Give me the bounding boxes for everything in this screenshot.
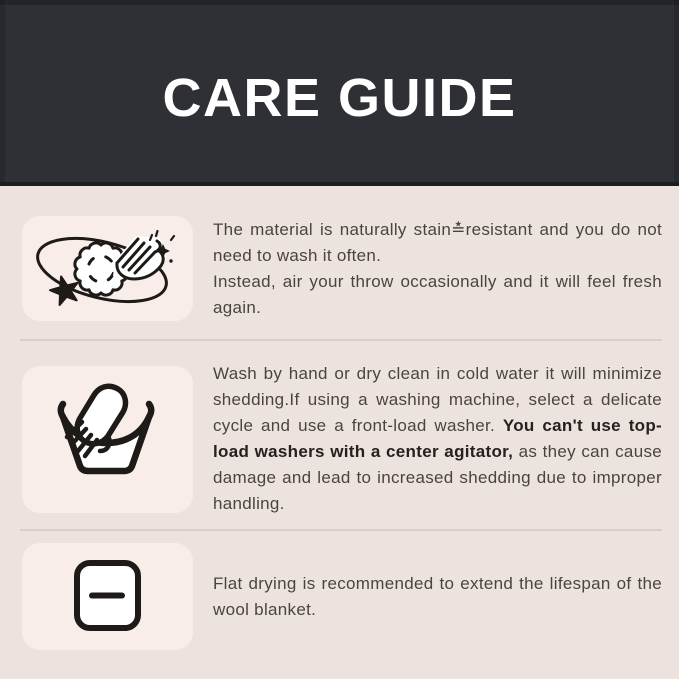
hand-wash-icon: [22, 366, 193, 513]
stain-resistant-icon-card: [22, 216, 193, 321]
washing-warning-bold: You can't use top-load washers with a center agitator,: [213, 416, 663, 461]
header: [0, 0, 679, 186]
care-section-drying: [22, 543, 662, 650]
care-section-washing: [22, 361, 662, 517]
section-divider: [20, 529, 662, 531]
content: [0, 186, 679, 650]
flat-dry-icon-card: [22, 543, 193, 650]
flat-dry-icon: [22, 543, 193, 650]
care-text-washing: [213, 361, 662, 517]
stain-resistant-wool-icon: [22, 216, 193, 321]
washing-text-before: Wash by hand or dry clean in cold water it will minimize shedding.If using a washing machine, select a delicate cycle and use a front-load washer.: [213, 364, 662, 435]
washing-text-after: as they can cause damage and lead to increased shedding due to improper handling.: [213, 442, 663, 513]
section-divider: [20, 339, 662, 341]
care-text-line-1: The material is naturally stain≛resistant and you do not need to wash it often.: [213, 219, 662, 265]
care-text-drying: Flat drying is recommended to extend the lifespan of the wool blanket.: [213, 573, 662, 619]
care-text-line-2: Instead, air your throw occasionally and it will feel fresh again.: [213, 271, 662, 317]
page-title: CARE GUIDE: [162, 68, 517, 128]
hand-wash-icon-card: [22, 366, 193, 513]
care-text-stain-resistant: [213, 217, 662, 321]
care-section-stain-resistant: [22, 216, 662, 321]
